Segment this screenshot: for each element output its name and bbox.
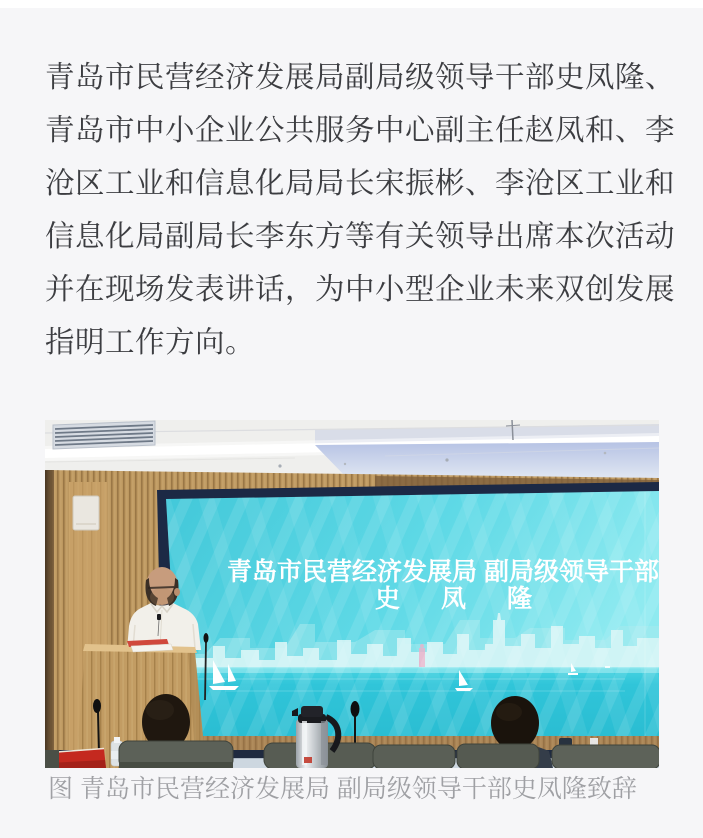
paragraph-line: 青岛市中小企业公共服务中心副主任赵凤和、李	[45, 114, 676, 147]
air-vent	[53, 421, 155, 449]
event-photo	[45, 420, 659, 768]
photo-caption: 图 青岛市民营经济发展局 副局级领导干部史凤隆致辞	[48, 775, 637, 803]
led-screen	[157, 482, 659, 752]
paragraph-line: 指明工作方向。	[45, 326, 256, 359]
wall-speaker	[73, 496, 99, 530]
paragraph-line: 沧区工业和信息化局局长宋振彬、李沧区工业和	[45, 167, 676, 200]
chair-row	[45, 741, 659, 768]
photo-illustration	[45, 420, 659, 768]
screen-title-line1: 青岛市民营经济发展局 副局级领导干部	[227, 558, 659, 586]
lapel-mic	[157, 614, 161, 620]
paragraph-line: 信息化局副局长李东方等有关领导出席本次活动	[45, 220, 676, 253]
glasses	[148, 587, 174, 588]
screen-title-line2: 史 凤 隆	[375, 585, 549, 613]
top-white-strip	[0, 0, 703, 8]
paragraph-line: 青岛市民营经济发展局副局级领导干部史凤隆、	[45, 61, 676, 94]
article-paragraph	[45, 51, 676, 369]
paragraph-line: 并在现场发表讲话，为中小型企业未来双创发展	[45, 273, 676, 306]
